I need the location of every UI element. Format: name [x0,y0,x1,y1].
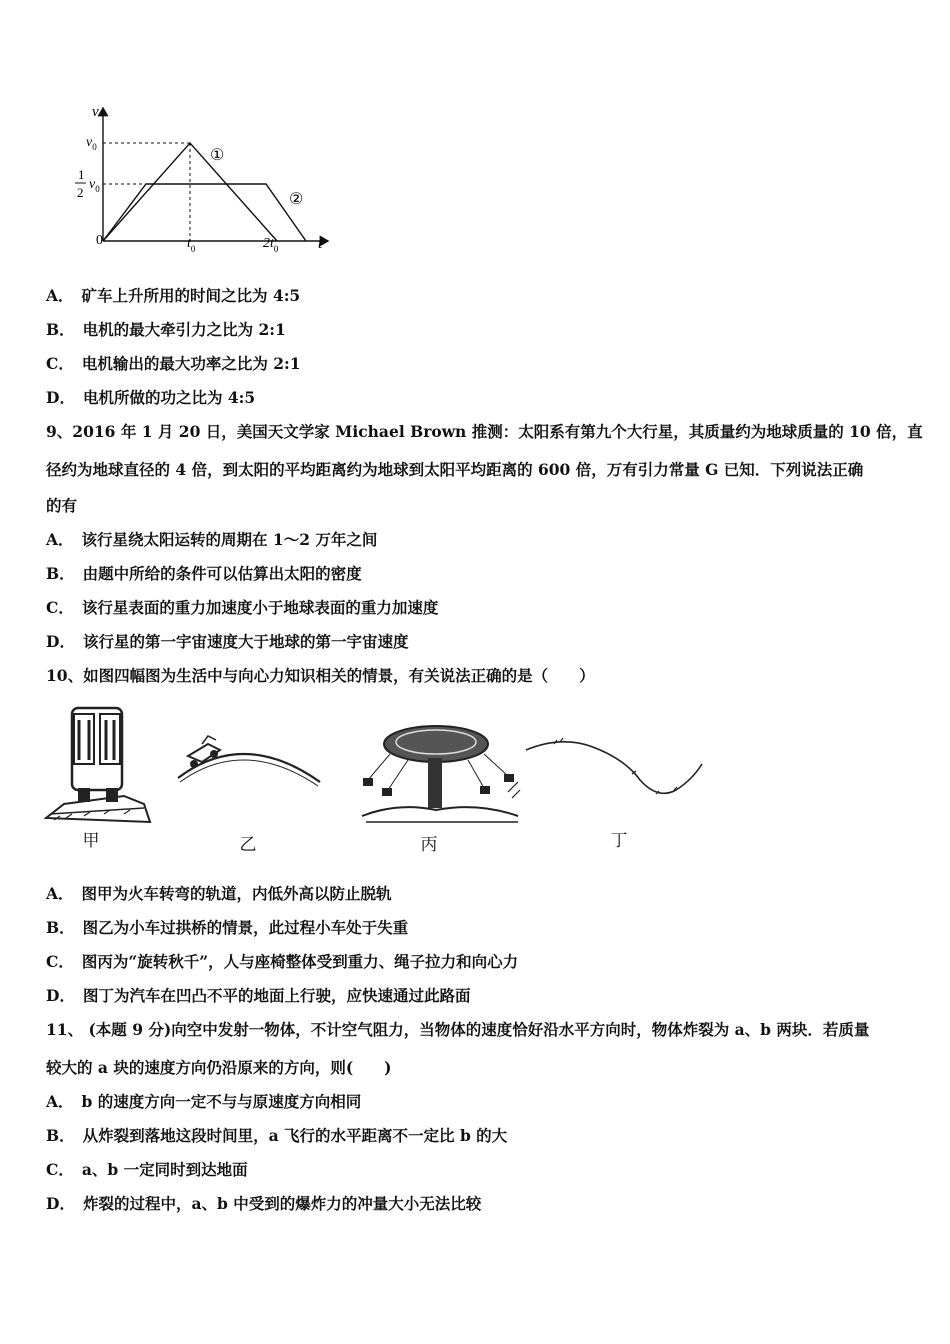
figure-jia-train-track [44,700,152,828]
half-denominator: 2 [77,185,84,200]
half-v0-label: $v_0$ [89,177,100,194]
q11-option-c: C． a、b 一定同时到达地面 [46,1160,248,1179]
v0-label: $v_0$ [86,135,97,152]
q11-stem-line2: 较大的 a 块的速度方向仍沿原来的方向，则( ) [46,1058,392,1077]
figure-yi-caption: 乙 [239,835,257,855]
figure-jia-caption: 甲 [82,831,100,851]
q10-option-b: B． 图乙为小车过拱桥的情景，此过程小车处于失重 [46,918,409,937]
q11-option-b: B． 从炸裂到落地这段时间里，a 飞行的水平距离不一定比 b 的大 [46,1126,508,1145]
figure-bing-caption: 丙 [420,835,438,855]
x-axis-label: t [318,236,323,252]
y-axis-label: v [92,104,99,120]
curve-2-label: ② [289,191,304,208]
q11-stem-line1: 11、 (本题 9 分)向空中发射一物体，不计空气阻力，当物体的速度恰好沿水平方向时，物体炸裂为 a、b 两块．若质量 [46,1020,870,1039]
t0-label: $t_0$ [187,236,196,254]
q9-stem-line1: 9、2016 年 1 月 20 日，美国天文学家 Michael Brown 推测：太阳系有第九个大行星，其质量约为地球质量的 10 倍，直 [46,422,923,441]
q8-option-d: D． 电机所做的功之比为 4:5 [46,388,256,407]
origin-label: 0 [96,233,103,248]
q11-option-d: D． 炸裂的过程中，a、b 中受到的爆炸力的冲量大小无法比较 [46,1194,482,1213]
half-numerator: 1 [78,167,85,182]
q10-option-a: A． 图甲为火车转弯的轨道，内低外高以防止脱轨 [46,884,392,903]
figure-yi-arch-bridge [174,730,324,800]
figure-ding-caption: 丁 [610,831,628,851]
q9-option-c: C． 该行星表面的重力加速度小于地球表面的重力加速度 [46,598,439,617]
curve-2 [103,184,306,241]
q9-option-d: D． 该行星的第一宇宙速度大于地球的第一宇宙速度 [46,632,409,651]
q8-option-a: A． 矿车上升所用的时间之比为 4:5 [46,286,301,305]
q8-option-b: B． 电机的最大牵引力之比为 2:1 [46,320,286,339]
q11-option-a: A． b 的速度方向一定不与与原速度方向相同 [46,1092,362,1111]
two-t0-label: $2t_0$ [263,236,279,254]
q8-option-c: C． 电机输出的最大功率之比为 2:1 [46,354,301,373]
q10-stem: 10、如图四幅图为生活中与向心力知识相关的情景，有关说法正确的是（ ） [46,666,595,685]
curve-1-label: ① [210,147,225,164]
q9-stem-line3: 的有 [46,496,78,515]
q10-option-d: D． 图丁为汽车在凹凸不平的地面上行驶，应快速通过此路面 [46,986,471,1005]
q9-stem-line2: 径约为地球直径的 4 倍，到太阳的平均距离约为地球到太阳平均距离的 600 倍，万有引力常量 G 已知．下列说法正确 [46,460,864,479]
vt-graph [66,98,346,263]
q9-option-a: A． 该行星绕太阳运转的周期在 1～2 万年之间 [46,530,378,549]
figure-bing-rotating-swing [358,718,528,826]
q9-option-b: B． 由题中所给的条件可以估算出太阳的密度 [46,564,362,583]
q10-option-c: C． 图丙为“旋转秋千”，人与座椅整体受到重力、绳子拉力和向心力 [46,952,519,971]
figure-ding-uneven-road [524,736,706,802]
